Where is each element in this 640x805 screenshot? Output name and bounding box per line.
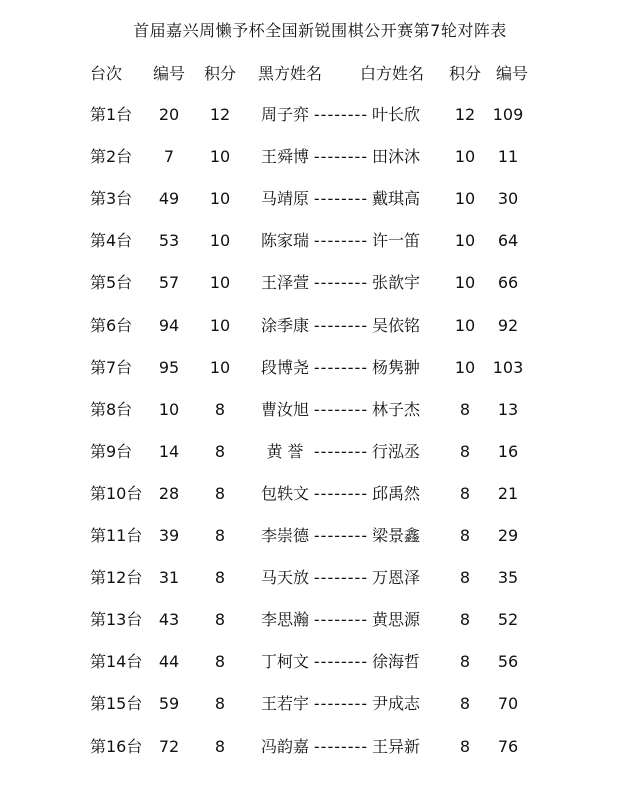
black-player-name: 王泽萱 (260, 273, 309, 293)
black-player-name: 周子弈 (260, 105, 309, 124)
table-row (0, 692, 640, 716)
table-number: 第15台 (90, 694, 143, 714)
white-points: 8 (459, 610, 471, 630)
black-player-name: 黄 誉 (266, 441, 304, 461)
header-black-no: 编号 (152, 64, 185, 83)
black-player-name: 李崇德 (260, 526, 309, 545)
black-points: 10 (209, 231, 231, 251)
black-player-number: 28 (158, 483, 180, 503)
table-number: 第13台 (90, 610, 143, 630)
white-points: 10 (454, 273, 476, 293)
white-player-name: 王异新 (371, 736, 420, 756)
white-player-name: 徐海哲 (371, 652, 420, 672)
black-points: 10 (209, 315, 231, 335)
black-player-number: 94 (158, 315, 180, 335)
black-player-number: 7 (163, 147, 175, 167)
white-player-name: 田沐沐 (371, 147, 420, 167)
table-row (0, 187, 640, 211)
header-white-name: 白方姓名 (359, 64, 424, 83)
black-player-name: 马靖原 (260, 189, 309, 209)
vs-separator: -------- (313, 694, 369, 714)
black-player-number: 20 (158, 105, 180, 124)
black-player-name: 马天放 (260, 568, 309, 588)
black-player-name: 段博尧 (260, 357, 309, 377)
white-points: 8 (459, 526, 471, 545)
black-player-number: 43 (158, 610, 180, 630)
table-row (0, 482, 640, 506)
white-player-name: 邱禹然 (371, 483, 420, 503)
white-player-number: 56 (497, 652, 519, 672)
white-player-number: 35 (497, 568, 519, 588)
black-player-number: 10 (158, 399, 180, 419)
black-player-number: 53 (158, 231, 180, 251)
table-row (0, 398, 640, 422)
black-player-name: 王舜博 (260, 147, 309, 167)
white-player-number: 13 (497, 399, 519, 419)
white-player-number: 11 (497, 147, 519, 167)
black-player-name: 包轶文 (260, 483, 309, 503)
white-player-name: 尹成志 (371, 694, 420, 714)
black-points: 10 (209, 189, 231, 209)
vs-separator: -------- (313, 357, 369, 377)
black-points: 8 (214, 526, 226, 545)
black-player-name: 涂季康 (260, 315, 309, 335)
table-number: 第4台 (90, 231, 133, 251)
black-player-name: 陈家瑞 (260, 231, 309, 251)
black-points: 10 (209, 273, 231, 293)
black-player-number: 39 (158, 526, 180, 545)
vs-separator: -------- (313, 736, 369, 756)
vs-separator: -------- (313, 231, 369, 251)
white-points: 8 (459, 399, 471, 419)
table-number: 第7台 (90, 357, 133, 377)
black-player-number: 72 (158, 736, 180, 756)
header-table: 台次 (90, 64, 123, 83)
white-points: 12 (454, 105, 476, 124)
black-player-number: 95 (158, 357, 180, 377)
white-points: 8 (459, 736, 471, 756)
header-black-name: 黑方姓名 (257, 64, 322, 83)
white-player-number: 66 (497, 273, 519, 293)
table-number: 第6台 (90, 315, 133, 335)
black-player-name: 丁柯文 (260, 652, 309, 672)
table-row (0, 314, 640, 338)
white-player-name: 行泓丞 (371, 441, 420, 461)
table-row (0, 271, 640, 295)
vs-separator: -------- (313, 399, 369, 419)
black-player-name: 王若宇 (260, 694, 309, 714)
white-player-number: 70 (497, 694, 519, 714)
black-player-number: 14 (158, 441, 180, 461)
vs-separator: -------- (313, 568, 369, 588)
white-player-name: 林子杰 (371, 399, 420, 419)
table-number: 第16台 (90, 736, 143, 756)
table-row (0, 440, 640, 464)
white-player-number: 21 (497, 483, 519, 503)
white-points: 10 (454, 357, 476, 377)
white-points: 8 (459, 483, 471, 503)
vs-separator: -------- (313, 441, 369, 461)
white-points: 10 (454, 189, 476, 209)
white-player-number: 64 (497, 231, 519, 251)
table-number: 第2台 (90, 147, 133, 167)
table-row (0, 229, 640, 253)
table-number: 第14台 (90, 652, 143, 672)
white-player-number: 109 (492, 105, 524, 124)
white-player-name: 吴依铭 (371, 315, 420, 335)
page-title: 首届嘉兴周懒予杯全国新锐围棋公开赛第7轮对阵表 (133, 21, 507, 40)
black-points: 12 (209, 105, 231, 124)
table-row (0, 735, 640, 759)
black-player-name: 曹汝旭 (260, 399, 309, 419)
black-points: 8 (214, 694, 226, 714)
vs-separator: -------- (313, 483, 369, 503)
header-black-points: 积分 (203, 64, 236, 83)
black-points: 10 (209, 147, 231, 167)
white-player-number: 92 (497, 315, 519, 335)
white-player-name: 黄思源 (371, 610, 420, 630)
white-player-name: 张歆宇 (371, 273, 420, 293)
vs-separator: -------- (313, 273, 369, 293)
table-number: 第3台 (90, 189, 133, 209)
table-number: 第1台 (90, 105, 133, 124)
table-number: 第12台 (90, 568, 143, 588)
vs-separator: -------- (313, 526, 369, 545)
white-player-number: 16 (497, 441, 519, 461)
white-player-number: 103 (492, 357, 524, 377)
white-player-number: 30 (497, 189, 519, 209)
table-row (0, 650, 640, 674)
white-player-name: 杨隽翀 (371, 357, 420, 377)
black-player-number: 49 (158, 189, 180, 209)
black-player-name: 李思瀚 (260, 610, 309, 630)
white-points: 10 (454, 315, 476, 335)
header-white-points: 积分 (448, 64, 481, 83)
table-row (0, 103, 640, 127)
vs-separator: -------- (313, 189, 369, 209)
black-player-number: 44 (158, 652, 180, 672)
vs-separator: -------- (313, 315, 369, 335)
table-row (0, 356, 640, 380)
black-points: 8 (214, 610, 226, 630)
vs-separator: -------- (313, 610, 369, 630)
white-player-number: 29 (497, 526, 519, 545)
white-player-name: 叶长欣 (371, 105, 420, 124)
white-player-name: 戴琪高 (371, 189, 420, 209)
white-points: 10 (454, 147, 476, 167)
table-number: 第10台 (90, 483, 143, 503)
vs-separator: -------- (313, 105, 369, 124)
vs-separator: -------- (313, 652, 369, 672)
white-player-name: 梁景鑫 (371, 526, 420, 545)
black-points: 8 (214, 652, 226, 672)
table-number: 第11台 (90, 526, 143, 545)
black-points: 10 (209, 357, 231, 377)
table-number: 第5台 (90, 273, 133, 293)
white-points: 10 (454, 231, 476, 251)
table-row (0, 566, 640, 590)
vs-separator: -------- (313, 147, 369, 167)
black-points: 8 (214, 441, 226, 461)
table-number: 第9台 (90, 441, 133, 461)
table-row (0, 145, 640, 169)
white-player-number: 52 (497, 610, 519, 630)
white-points: 8 (459, 441, 471, 461)
table-number: 第8台 (90, 399, 133, 419)
black-player-number: 59 (158, 694, 180, 714)
white-points: 8 (459, 694, 471, 714)
white-player-name: 万恩泽 (371, 568, 420, 588)
black-points: 8 (214, 399, 226, 419)
black-player-number: 31 (158, 568, 180, 588)
header-white-no: 编号 (495, 64, 528, 83)
black-points: 8 (214, 483, 226, 503)
black-player-name: 冯韵嘉 (260, 736, 309, 756)
table-row (0, 524, 640, 548)
table-header-row (0, 62, 640, 86)
table-row (0, 608, 640, 632)
white-points: 8 (459, 652, 471, 672)
black-points: 8 (214, 568, 226, 588)
white-player-name: 许一笛 (371, 231, 420, 251)
white-points: 8 (459, 568, 471, 588)
black-points: 8 (214, 736, 226, 756)
black-player-number: 57 (158, 273, 180, 293)
white-player-number: 76 (497, 736, 519, 756)
